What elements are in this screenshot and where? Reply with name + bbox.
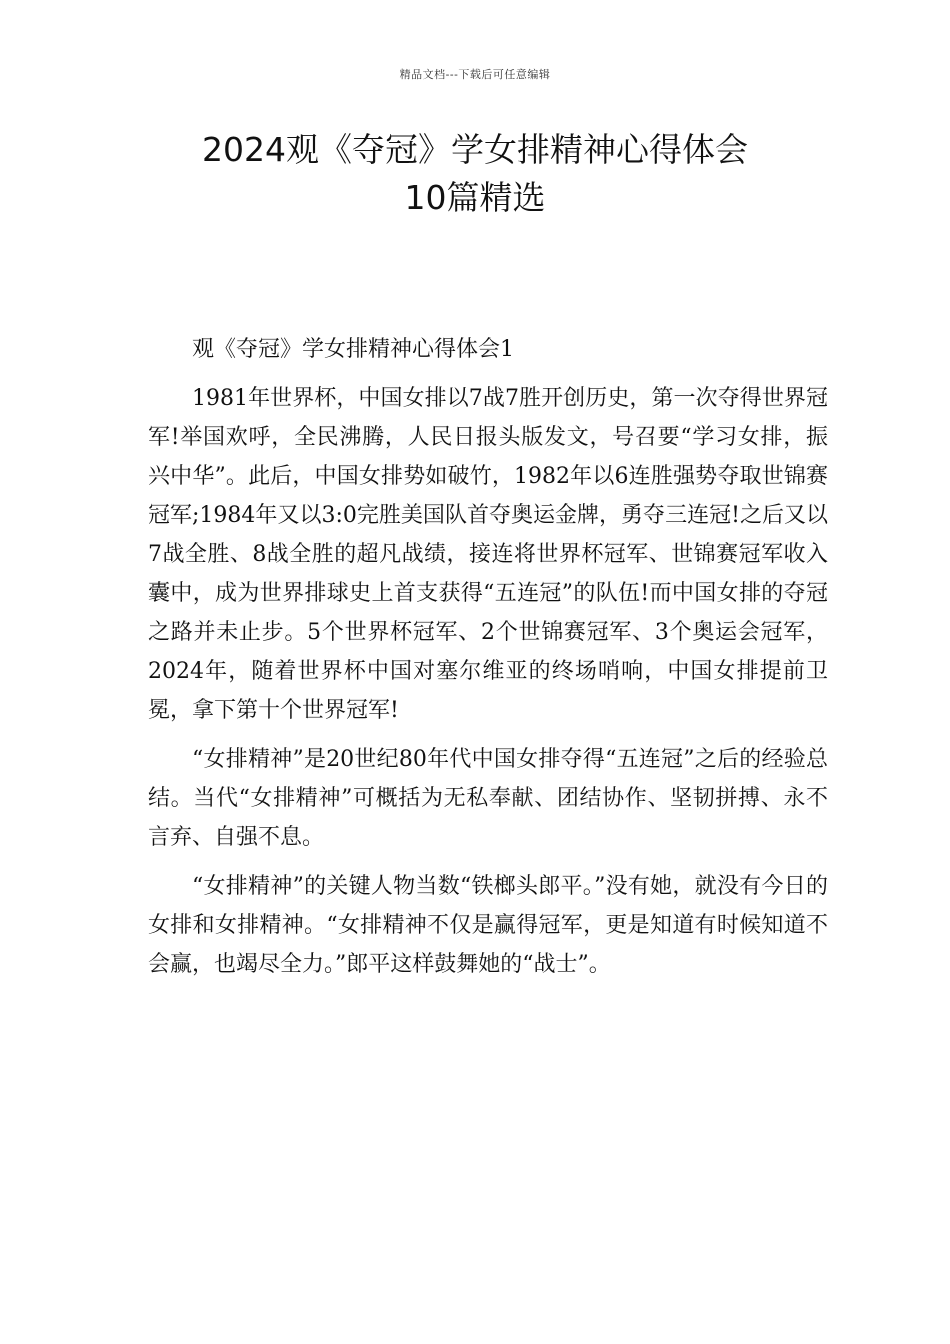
title-line-2: 10篇精选 xyxy=(404,178,546,217)
document-body xyxy=(148,330,828,994)
paragraph: “女排精神”是20世纪80年代中国女排夺得“五连冠”之后的经验总结。当代“女排精神”可概括为无私奉献、团结协作、坚韧拼搏、永不言弃、自强不息。 xyxy=(148,747,828,850)
paragraph: “女排精神”的关键人物当数“铁榔头郎平。”没有她，就没有今日的女排和女排精神。“女排精神不仅是赢得冠军，更是知道有时候知道不会赢，也竭尽全力。”郎平这样鼓舞她的“战士”。 xyxy=(148,874,828,977)
paragraph: 1981年世界杯，中国女排以7战7胜开创历史，第一次夺得世界冠军!举国欢呼，全民沸腾，人民日报头版发文，号召要“学习女排，振兴中华”。此后，中国女排势如破竹，1982年以6连胜强势夺取世锦赛冠军;1984年又以3:0完胜美国队首夺奥运金牌，勇夺三连冠!之后又以7战全胜、8战全胜的超凡战绩，接连将世界杯冠军、世锦赛冠军收入囊中，成为世界排球史上首支获得“五连冠”的队伍!而中国女排的夺冠之路并未止步。5个世界杯冠军、2个世锦赛冠军、3个奥运会冠军，2024年，随着世界杯中国对塞尔维亚的终场哨响，中国女排提前卫冕，拿下第十个世界冠军! xyxy=(148,386,828,723)
header-note: 精品文档---下载后可任意编辑 xyxy=(399,68,551,81)
section-heading: 观《夺冠》学女排精神心得体会1 xyxy=(192,337,514,362)
title-line-1: 2024观《夺冠》学女排精神心得体会 xyxy=(202,130,748,169)
document-title xyxy=(0,126,950,222)
